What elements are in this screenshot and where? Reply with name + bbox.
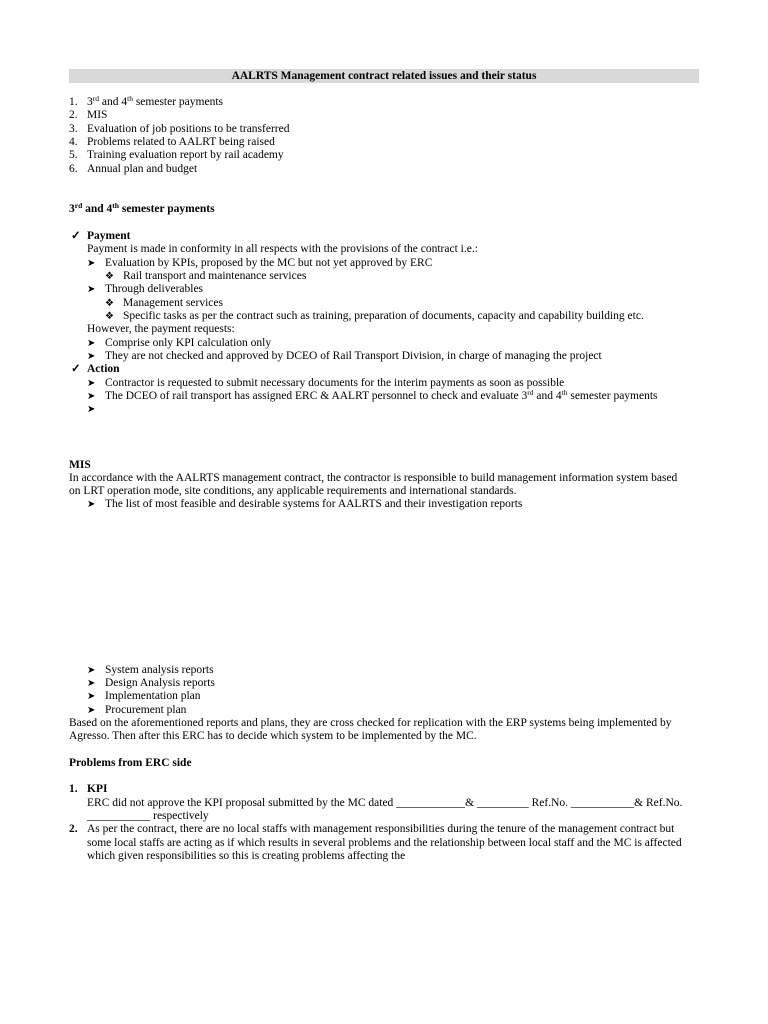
- list-item: ➤ Procurement plan: [87, 704, 187, 716]
- list-item: ➤ The DCEO of rail transport has assigned ERC & AALRT personnel to check and evaluate 3rd and 4th semester payments: [87, 388, 658, 402]
- payment-label: ✓ Payment: [71, 230, 131, 242]
- toc-item: 3. Evaluation of job positions to be transferred: [69, 123, 290, 135]
- arrow-bullet-icon: ➤: [87, 705, 96, 716]
- list-item: ➤ Evaluation by KPIs, proposed by the MC but not yet approved by ERC: [87, 257, 433, 269]
- diamond-bullet-icon: ❖: [105, 298, 114, 309]
- arrow-bullet-icon: ➤: [87, 404, 96, 415]
- list-item: ➤ Implementation plan: [87, 690, 201, 702]
- arrow-bullet-icon: ➤: [87, 691, 96, 702]
- arrow-bullet-icon: ➤: [87, 338, 96, 349]
- toc-item: 6. Annual plan and budget: [69, 163, 198, 175]
- list-item: ➤ Design Analysis reports: [87, 677, 215, 689]
- diamond-bullet-icon: ❖: [105, 271, 114, 282]
- paragraph-line: ___________ respectively: [87, 810, 209, 822]
- section-heading-mis: MIS: [69, 459, 91, 471]
- toc-item: 1. 3rd and 4th semester payments: [69, 94, 224, 108]
- paragraph-line: ERC did not approve the KPI proposal submitted by the MC dated ____________& _________ Ref.No. ___________& Ref.No.: [87, 797, 683, 809]
- list-subitem: ❖ Specific tasks as per the contract such as training, preparation of documents, capacity and capability building etc.: [105, 310, 644, 322]
- paragraph-line: Agresso. Then after this ERC has to decide which system to be implemented by the MC.: [69, 730, 477, 742]
- section-heading-payments: 3rd and 4th semester payments: [69, 201, 215, 215]
- arrow-bullet-icon: ➤: [87, 678, 96, 689]
- arrow-bullet-icon: ➤: [87, 391, 96, 402]
- toc-item: 5. Training evaluation report by rail academy: [69, 149, 284, 161]
- diamond-bullet-icon: ❖: [105, 311, 114, 322]
- arrow-bullet-icon: ➤: [87, 378, 96, 389]
- toc-item: 2. MIS: [69, 109, 108, 121]
- list-item: ➤ Comprise only KPI calculation only: [87, 337, 272, 349]
- paragraph-line: which given responsibilities so this is creating problems affecting the: [87, 850, 406, 862]
- list-item: ➤ Contractor is requested to submit necessary documents for the interim payments as soon as possible: [87, 377, 565, 389]
- list-item: ➤ The list of most feasible and desirable systems for AALRTS and their investigation reports: [87, 498, 523, 510]
- document-title: AALRTS Management contract related issues and their status: [69, 69, 699, 83]
- arrow-bullet-icon: ➤: [87, 284, 96, 295]
- arrow-bullet-icon: ➤: [87, 499, 96, 510]
- paragraph-line: on LRT operation mode, site conditions, any applicable requirements and international standards.: [69, 485, 517, 497]
- arrow-bullet-icon: ➤: [87, 351, 96, 362]
- checkmark-icon: ✓: [71, 363, 81, 375]
- list-item: ➤ System analysis reports: [87, 664, 214, 676]
- paragraph: However, the payment requests:: [87, 323, 235, 335]
- paragraph: Payment is made in conformity in all respects with the provisions of the contract i.e.:: [87, 243, 478, 255]
- list-item-empty: [87, 403, 105, 416]
- list-item: ➤ Through deliverables: [87, 283, 204, 295]
- list-subitem: ❖ Management services: [105, 297, 223, 309]
- section-heading-problems: Problems from ERC side: [69, 757, 192, 769]
- paragraph-line: In accordance with the AALRTS management contract, the contractor is responsible to build management information system based: [69, 472, 678, 484]
- paragraph-line: some local staffs are acting as if which results in several problems and the relationship between local staff and the MC is affected: [87, 837, 682, 849]
- problem-item-title: 1. KPI: [69, 783, 108, 795]
- action-label: ✓ Action: [71, 363, 120, 375]
- paragraph-line: Based on the aforementioned reports and plans, they are cross checked for replication with the ERP systems being implemented by: [69, 717, 672, 729]
- problem-item: 2. As per the contract, there are no local staffs with management responsibilities during the tenure of the management contract but: [69, 823, 675, 835]
- list-item: ➤ They are not checked and approved by DCEO of Rail Transport Division, in charge of managing the project: [87, 350, 602, 362]
- arrow-bullet-icon: ➤: [87, 258, 96, 269]
- toc-item: 4. Problems related to AALRT being raised: [69, 136, 275, 148]
- checkmark-icon: ✓: [71, 230, 81, 242]
- arrow-bullet-icon: ➤: [87, 665, 96, 676]
- list-subitem: ❖ Rail transport and maintenance services: [105, 270, 307, 282]
